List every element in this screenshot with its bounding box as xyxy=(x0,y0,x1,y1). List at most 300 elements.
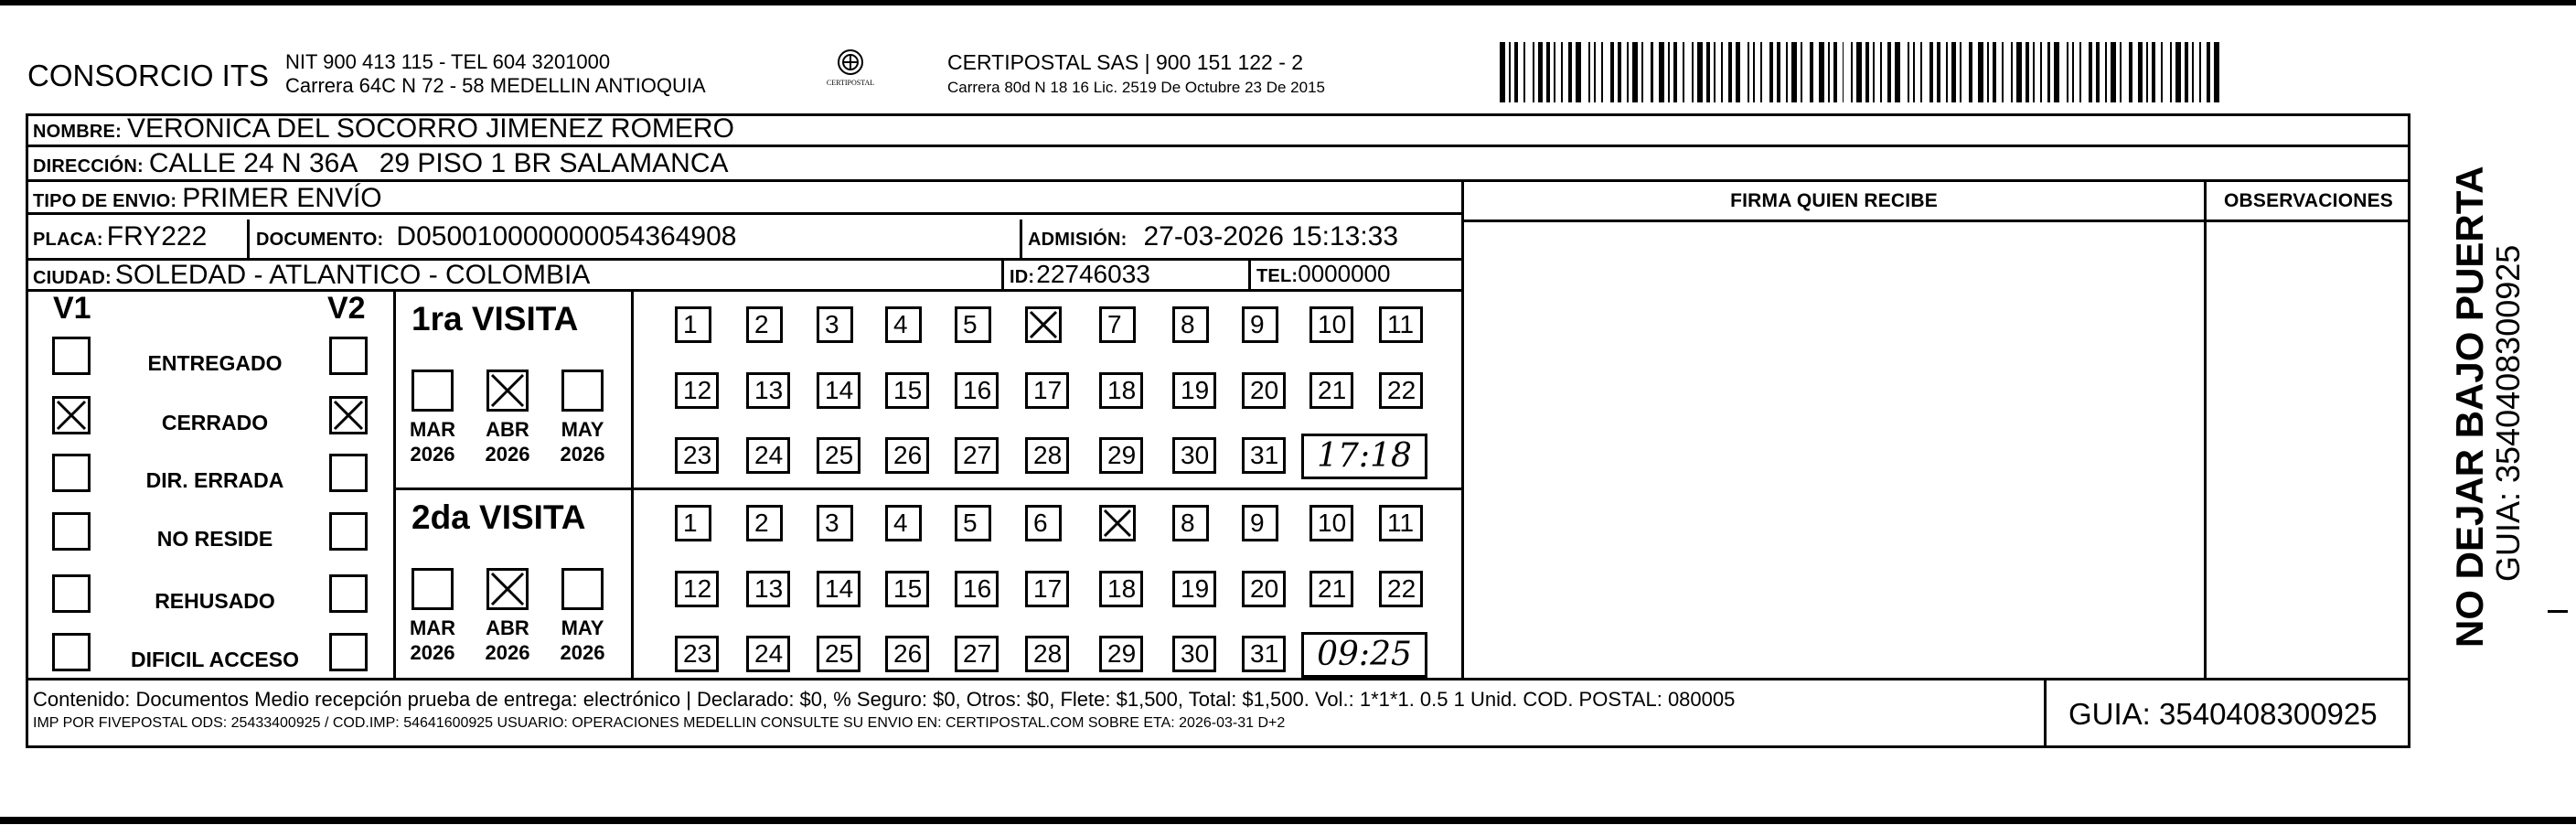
month-name: ABR xyxy=(486,418,529,441)
barcode-bar xyxy=(2089,42,2092,102)
day-box[interactable] xyxy=(885,505,922,541)
barcode-bar xyxy=(1851,42,1853,102)
day-box[interactable] xyxy=(746,636,790,672)
month-label xyxy=(401,616,465,665)
day-number: 20 xyxy=(1250,574,1279,603)
day-box[interactable] xyxy=(817,571,860,607)
month-name: MAY xyxy=(561,418,604,441)
month-name: ABR xyxy=(486,616,529,639)
day-number: 1 xyxy=(683,509,698,537)
barcode-bar xyxy=(1668,42,1670,102)
month-label xyxy=(550,616,615,665)
day-box[interactable] xyxy=(1172,636,1216,672)
id-value: 22746033 xyxy=(1036,260,1150,288)
id-cell xyxy=(1010,260,1150,291)
barcode-bar xyxy=(2185,42,2188,102)
day-box[interactable] xyxy=(1172,505,1209,541)
barcode-bar xyxy=(1659,42,1664,102)
direccion-row xyxy=(33,148,729,181)
day-number: 30 xyxy=(1181,441,1210,469)
status-v2-checkbox[interactable] xyxy=(329,337,368,375)
status-v2-checkbox[interactable] xyxy=(329,396,368,434)
day-number: 21 xyxy=(1318,376,1347,404)
day-number: 14 xyxy=(825,376,854,404)
day-number: 2 xyxy=(754,509,769,537)
barcode-bar xyxy=(1777,42,1780,102)
day-box[interactable] xyxy=(1172,437,1216,474)
side-guia: GUIA: 3540408300925 xyxy=(2489,244,2527,582)
barcode-bar xyxy=(2033,42,2035,102)
barcode-bar xyxy=(2040,42,2042,102)
check-x-mark xyxy=(1102,508,1133,539)
barcode-bar xyxy=(1920,42,1922,102)
barcode-bar xyxy=(1500,42,1505,102)
barcode-bar xyxy=(1873,42,1875,102)
barcode-bar xyxy=(2138,42,2143,102)
barcode-bar xyxy=(1673,42,1677,102)
day-number: 17 xyxy=(1033,574,1063,603)
day-number: 9 xyxy=(1250,310,1265,338)
month-label xyxy=(550,417,615,466)
bottom-border xyxy=(0,817,2576,824)
tipo-row xyxy=(33,183,382,216)
day-box[interactable] xyxy=(885,437,929,474)
status-v2-checkbox[interactable] xyxy=(329,633,368,671)
day-number: 25 xyxy=(825,441,854,469)
certipostal-logo: CERTIPOSTAL xyxy=(828,44,873,101)
v1-label: V1 xyxy=(53,291,91,326)
status-v2-checkbox[interactable] xyxy=(329,574,368,613)
day-box[interactable] xyxy=(817,636,860,672)
day-box[interactable] xyxy=(1379,372,1423,409)
placa-label: PLACA: xyxy=(33,230,103,250)
day-number: 17 xyxy=(1033,376,1063,404)
month-year: 2026 xyxy=(485,443,530,466)
barcode-bar xyxy=(1856,42,1862,102)
day-box[interactable] xyxy=(746,437,790,474)
company-address: Carrera 64C N 72 - 58 MEDELLIN ANTIOQUIA xyxy=(285,74,706,97)
barcode-bar xyxy=(1833,42,1837,102)
day-box[interactable] xyxy=(1025,571,1069,607)
documento-value: D050010000000054364908 xyxy=(396,221,737,252)
day-box[interactable] xyxy=(1379,306,1423,343)
day-number: 29 xyxy=(1107,441,1137,469)
day-number: 24 xyxy=(754,639,784,668)
barcode-bar xyxy=(1692,42,1694,102)
barcode-bar xyxy=(2175,42,2181,102)
barcode-bar xyxy=(2199,42,2201,102)
barcode-bar xyxy=(1588,42,1590,102)
day-box[interactable] xyxy=(1099,571,1143,607)
barcode-bar xyxy=(1969,42,1972,102)
status-label: CERRADO xyxy=(161,411,269,434)
barcode-bar xyxy=(1887,42,1891,102)
day-box[interactable] xyxy=(1242,571,1286,607)
handwritten-time-box[interactable]: 09:25 xyxy=(1301,632,1427,678)
barcode-bar xyxy=(2067,42,2068,102)
day-box[interactable] xyxy=(955,306,991,343)
barcode-bar xyxy=(2026,42,2029,102)
footer-contenido: Contenido: Documentos Medio recepción prueba de entrega: electrónico | Declarado: $0, % Seguro: $0, Otros: $0, Flete: $1,500, Total: $1,500. Vol.: 1*1*1. 0.5 1 Unid. COD. POSTAL: 080005 xyxy=(33,688,1736,711)
day-box[interactable] xyxy=(885,372,929,409)
day-box[interactable] xyxy=(675,437,719,474)
day-box[interactable] xyxy=(1379,505,1423,541)
day-box[interactable] xyxy=(1309,571,1353,607)
day-number: 16 xyxy=(963,574,992,603)
admision-value: 27-03-2026 15:13:33 xyxy=(1143,221,1399,252)
barcode-bar xyxy=(1514,42,1518,102)
check-x-mark xyxy=(55,399,88,432)
month-name: MAR xyxy=(409,616,456,639)
certipostal-address: Carrera 80d N 18 16 Lic. 2519 De Octubre 23 De 2015 xyxy=(947,79,1325,96)
barcode-bar xyxy=(1843,42,1844,102)
day-number: 15 xyxy=(893,376,923,404)
day-number: 22 xyxy=(1387,574,1416,603)
barcode-bar xyxy=(1908,42,1909,102)
day-box[interactable] xyxy=(817,372,860,409)
barcode-bar xyxy=(2192,42,2194,102)
tipo-label: TIPO DE ENVIO: xyxy=(33,191,177,211)
day-number: 30 xyxy=(1181,639,1210,668)
day-number: 13 xyxy=(754,574,784,603)
ciudad-cell xyxy=(33,260,590,291)
day-box[interactable] xyxy=(1242,505,1278,541)
month-checkbox[interactable] xyxy=(561,370,604,412)
month-year: 2026 xyxy=(410,641,455,664)
admision-label: ADMISIÓN: xyxy=(1028,230,1128,250)
day-number: 8 xyxy=(1181,509,1195,537)
day-box[interactable] xyxy=(955,571,999,607)
barcode-bar xyxy=(1618,42,1621,102)
barcode-bar xyxy=(1810,42,1813,102)
day-number: 27 xyxy=(963,639,992,668)
check-x-mark xyxy=(489,372,526,409)
barcode-bar xyxy=(1523,42,1525,102)
day-box[interactable] xyxy=(675,571,719,607)
barcode-bar xyxy=(1748,42,1749,102)
visit-title: 2da VISITA xyxy=(412,498,586,536)
status-v1-checkbox[interactable] xyxy=(52,574,91,613)
observaciones-header: OBSERVACIONES xyxy=(2223,190,2394,211)
day-number: 12 xyxy=(683,376,712,404)
day-box[interactable] xyxy=(1379,571,1423,607)
status-label: REHUSADO xyxy=(155,589,275,613)
check-x-mark xyxy=(489,571,526,607)
status-v1-checkbox[interactable] xyxy=(52,337,91,375)
tel-label: TEL: xyxy=(1256,266,1299,286)
id-label: ID: xyxy=(1010,267,1035,287)
day-number: 12 xyxy=(683,574,712,603)
barcode-bar xyxy=(1594,42,1596,102)
month-label xyxy=(476,616,540,665)
barcode-bar xyxy=(1706,42,1710,102)
barcode-bar xyxy=(1937,42,1940,102)
tel-cell xyxy=(1256,260,1390,291)
barcode-bar xyxy=(1819,42,1824,102)
barcode-bar xyxy=(1601,42,1603,102)
barcode-bar xyxy=(2072,42,2074,102)
month-label xyxy=(401,417,465,466)
day-number: 4 xyxy=(893,310,908,338)
day-number: 20 xyxy=(1250,376,1279,404)
barcode-bar xyxy=(1641,42,1643,102)
barcode-bar xyxy=(1929,42,1933,102)
day-number: 2 xyxy=(754,310,769,338)
day-box[interactable] xyxy=(955,636,999,672)
month-name: MAR xyxy=(409,418,456,441)
month-checkbox[interactable] xyxy=(412,370,454,412)
day-number: 22 xyxy=(1387,376,1416,404)
day-number: 11 xyxy=(1387,310,1415,338)
barcode-bar xyxy=(2016,42,2022,102)
barcode-bar xyxy=(2170,42,2172,102)
barcode-bar xyxy=(1721,42,1723,102)
barcode-bar xyxy=(2207,42,2210,102)
direccion-value: CALLE 24 N 36A 29 PISO 1 BR SALAMANCA xyxy=(148,148,729,178)
check-x-mark xyxy=(332,399,365,432)
day-box[interactable] xyxy=(955,372,999,409)
company-nit: NIT 900 413 115 - TEL 604 3201000 xyxy=(285,50,611,73)
day-box[interactable] xyxy=(817,306,853,343)
day-number: 4 xyxy=(893,509,908,537)
day-number: 21 xyxy=(1318,574,1347,603)
barcode-bar xyxy=(1880,42,1882,102)
status-v1-checkbox[interactable] xyxy=(52,454,91,492)
nombre-row xyxy=(33,113,734,146)
barcode-bar xyxy=(1546,42,1550,102)
day-box[interactable] xyxy=(675,306,711,343)
day-box[interactable] xyxy=(746,505,783,541)
day-box[interactable] xyxy=(1025,306,1062,343)
day-box[interactable] xyxy=(1025,636,1069,672)
month-label xyxy=(476,417,540,466)
day-box[interactable] xyxy=(1099,636,1143,672)
day-number: 19 xyxy=(1181,574,1210,603)
day-box[interactable] xyxy=(1099,372,1143,409)
barcode-bar xyxy=(2002,42,2004,102)
barcode-bar xyxy=(2129,42,2132,102)
barcode-bar xyxy=(1760,42,1762,102)
ciudad-value: SOLEDAD - ATLANTICO - COLOMBIA xyxy=(114,260,591,290)
direccion-label: DIRECCIÓN: xyxy=(33,156,144,177)
day-number: 19 xyxy=(1181,376,1210,404)
day-box[interactable] xyxy=(1309,372,1353,409)
day-box[interactable] xyxy=(885,571,929,607)
documento-label: DOCUMENTO: xyxy=(256,230,384,250)
barcode-bar xyxy=(1978,42,1983,102)
day-number: 18 xyxy=(1107,574,1137,603)
barcode-bar xyxy=(2161,42,2163,102)
barcode-bar xyxy=(1651,42,1654,102)
month-name: MAY xyxy=(561,616,604,639)
barcode-bar xyxy=(1554,42,1555,102)
barcode-bar xyxy=(1610,42,1614,102)
barcode-bar xyxy=(2096,42,2100,102)
day-number: 9 xyxy=(1250,509,1265,537)
barcode-bar xyxy=(1946,42,1948,102)
day-number: 26 xyxy=(893,441,923,469)
day-number: 24 xyxy=(754,441,784,469)
barcode-bar xyxy=(1913,42,1915,102)
day-number: 27 xyxy=(963,441,992,469)
day-box[interactable] xyxy=(1099,505,1136,541)
firma-header: FIRMA QUIEN RECIBE xyxy=(1730,190,1938,211)
barcode-bar xyxy=(1769,42,1773,102)
side-warning: NO DEJAR BAJO PUERTA xyxy=(2448,166,2491,648)
day-box[interactable] xyxy=(885,306,922,343)
barcode-bar xyxy=(1801,42,1802,102)
day-number: 5 xyxy=(963,509,978,537)
day-number: 31 xyxy=(1250,441,1279,469)
barcode-bar xyxy=(1533,42,1534,102)
day-number: 15 xyxy=(893,574,923,603)
documento-cell xyxy=(256,221,736,256)
day-box[interactable] xyxy=(746,372,790,409)
day-number: 7 xyxy=(1107,310,1122,338)
placa-cell xyxy=(33,221,207,256)
barcode-bar xyxy=(2152,42,2155,102)
month-year: 2026 xyxy=(485,641,530,664)
day-box[interactable] xyxy=(1242,372,1286,409)
placa-value: FRY222 xyxy=(106,221,208,252)
day-box[interactable] xyxy=(817,437,860,474)
day-box[interactable] xyxy=(1242,636,1286,672)
day-box[interactable] xyxy=(1309,505,1353,541)
day-number: 13 xyxy=(754,376,784,404)
barcode-bar xyxy=(1987,42,1989,102)
barcode-bar xyxy=(1786,42,1788,102)
day-box[interactable] xyxy=(746,306,783,343)
day-number: 11 xyxy=(1387,509,1415,537)
barcode-bar xyxy=(2111,42,2116,102)
status-v2-checkbox[interactable] xyxy=(329,454,368,492)
status-v1-checkbox[interactable] xyxy=(52,512,91,551)
barcode-bar xyxy=(1632,42,1638,102)
day-number: 26 xyxy=(893,639,923,668)
day-box[interactable] xyxy=(1025,505,1062,541)
barcode-bar xyxy=(1736,42,1741,102)
day-box[interactable] xyxy=(1172,372,1216,409)
barcode-bar xyxy=(2079,42,2081,102)
barcode-bar xyxy=(1538,42,1544,102)
barcode-bar xyxy=(1568,42,1572,102)
day-number: 29 xyxy=(1107,639,1137,668)
status-v1-checkbox[interactable] xyxy=(52,633,91,671)
day-box[interactable] xyxy=(885,636,929,672)
nombre-label: NOMBRE: xyxy=(33,122,122,142)
day-box[interactable] xyxy=(1172,306,1209,343)
tel-value: 0000000 xyxy=(1298,260,1391,287)
barcode-bar xyxy=(1828,42,1830,102)
status-v2-checkbox[interactable] xyxy=(329,512,368,551)
visit-title: 1ra VISITA xyxy=(412,300,579,338)
day-number: 31 xyxy=(1250,639,1279,668)
day-box[interactable] xyxy=(1099,437,1143,474)
handwritten-time-box[interactable]: 17:18 xyxy=(1301,434,1427,479)
day-box[interactable] xyxy=(1099,306,1136,343)
barcode-bar xyxy=(1895,42,1900,102)
status-label: ENTREGADO xyxy=(147,351,283,375)
day-box[interactable] xyxy=(1025,372,1069,409)
barcode xyxy=(1500,42,2227,102)
footer-imp: IMP POR FIVEPOSTAL ODS: 25433400925 / COD.IMP: 54641600925 USUARIO: OPERACIONES MEDELLIN CONSULTE SU ENVIO EN: CERTIPOSTAL.COM SOBRE ETA: 2026-03-31 D+2 xyxy=(33,715,1286,731)
day-number: 8 xyxy=(1181,310,1195,338)
day-number: 10 xyxy=(1318,310,1347,338)
day-number: 10 xyxy=(1318,509,1347,537)
day-number: 18 xyxy=(1107,376,1137,404)
day-number: 1 xyxy=(683,310,698,338)
month-checkbox[interactable] xyxy=(486,370,529,412)
status-label: DIFICIL ACCESO xyxy=(130,648,299,671)
barcode-bar xyxy=(1753,42,1755,102)
barcode-bar xyxy=(2105,42,2107,102)
day-number: 23 xyxy=(683,441,712,469)
day-box[interactable] xyxy=(1309,306,1353,343)
day-box[interactable] xyxy=(1025,437,1069,474)
day-number: 6 xyxy=(1033,509,1048,537)
day-number: 3 xyxy=(825,310,839,338)
barcode-bar xyxy=(2214,42,2219,102)
day-box[interactable] xyxy=(675,636,719,672)
day-box[interactable] xyxy=(1172,571,1216,607)
barcode-bar xyxy=(1951,42,1957,102)
day-number: 5 xyxy=(963,310,978,338)
v2-label: V2 xyxy=(327,291,366,326)
day-box[interactable] xyxy=(746,571,790,607)
admision-cell xyxy=(1028,221,1398,256)
day-box[interactable] xyxy=(1242,306,1278,343)
barcode-bar xyxy=(1714,42,1716,102)
barcode-bar xyxy=(1561,42,1563,102)
month-year: 2026 xyxy=(560,641,605,664)
barcode-bar xyxy=(1728,42,1732,102)
ciudad-label: CIUDAD: xyxy=(33,268,112,288)
day-box[interactable] xyxy=(1242,437,1286,474)
barcode-bar xyxy=(2047,42,2051,102)
month-checkbox[interactable] xyxy=(486,568,529,610)
barcode-bar xyxy=(1627,42,1629,102)
day-box[interactable] xyxy=(955,505,991,541)
barcode-bar xyxy=(1509,42,1511,102)
company-name: CONSORCIO ITS xyxy=(27,59,270,92)
barcode-bar xyxy=(1697,42,1703,102)
barcode-bar xyxy=(2011,42,2013,102)
edge-mark xyxy=(2548,610,2568,613)
day-number: 16 xyxy=(963,376,992,404)
day-number: 23 xyxy=(683,639,712,668)
status-label: NO RESIDE xyxy=(156,527,273,551)
barcode-bar xyxy=(2054,42,2059,102)
barcode-bar xyxy=(2120,42,2122,102)
footer-guia: GUIA: 3540408300925 xyxy=(2068,697,2378,731)
month-checkbox[interactable] xyxy=(561,568,604,610)
status-label: DIR. ERRADA xyxy=(145,468,284,492)
day-box[interactable] xyxy=(817,505,853,541)
day-number: 28 xyxy=(1033,441,1063,469)
barcode-bar xyxy=(1683,42,1684,102)
barcode-bar xyxy=(1865,42,1869,102)
barcode-bar xyxy=(1960,42,1961,102)
barcode-bar xyxy=(1791,42,1797,102)
day-box[interactable] xyxy=(675,505,711,541)
certipostal-line: CERTIPOSTAL SAS | 900 151 122 - 2 xyxy=(947,50,1304,74)
top-border xyxy=(0,0,2576,5)
month-year: 2026 xyxy=(410,443,455,466)
month-checkbox[interactable] xyxy=(412,568,454,610)
day-box[interactable] xyxy=(675,372,719,409)
day-box[interactable] xyxy=(955,437,999,474)
status-v1-checkbox[interactable] xyxy=(52,396,91,434)
